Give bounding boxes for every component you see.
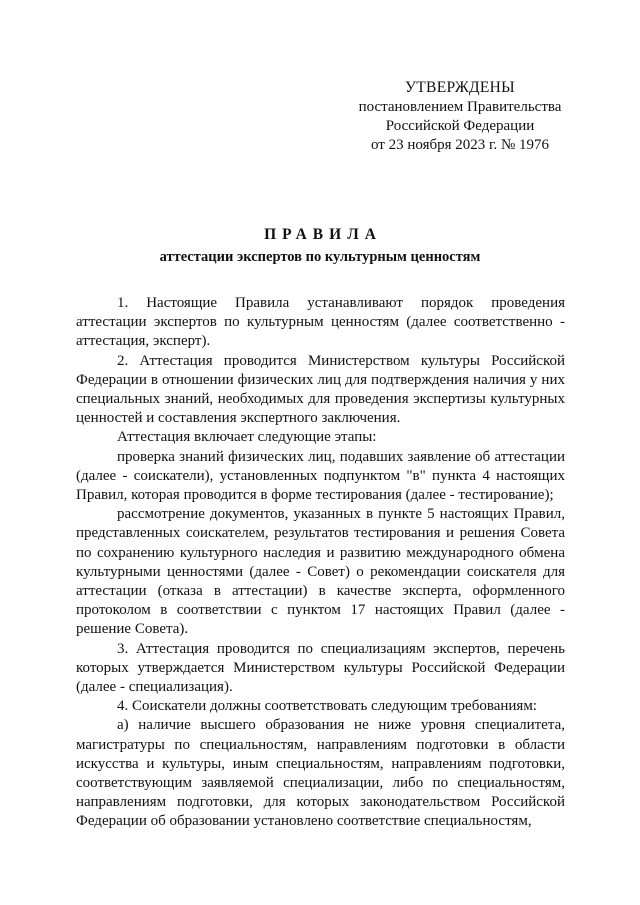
paragraph-4a: а) наличие высшего образования не ниже уровня специалитета, магистратуры по специальностям, направлениям подготовки в области искусства и культуры, иным специальностям, направлениям подготовки, соответствующим заявляемой специализации, либо по специальностям, направлениям подготовки, для которых законодательством Российской Федерации об образовании установлено соответствие специальностям,: [76, 717, 565, 830]
paragraph-stage-review: рассмотрение документов, указанных в пункте 5 настоящих Правил, представленных соискателем, результатов тестирования и решения Совета по сохранению культурного наследия и развитию международного обмена культурными ценностями (далее - Совет) о рекомендации соискателя для аттестации (отказа в аттестации) в качестве эксперта, оформленного протоколом в соответствии с пунктом 17 настоящих Правил (далее - решение Совета).: [76, 506, 565, 638]
paragraph-2: 2. Аттестация проводится Министерством культуры Российской Федерации в отношении физических лиц для подтверждения наличия у них специальных знаний, необходимых для проведения экспертизы культурных ценностей и составления экспертного заключения.: [76, 352, 565, 427]
paragraph-3: 3. Аттестация проводится по специализациям экспертов, перечень которых утверждается Министерством культуры Российской Федерации (далее - специализация).: [76, 640, 565, 696]
document-title: ПРАВИЛА: [264, 226, 382, 243]
document-body: [76, 294, 565, 832]
approval-line-date: от 23 ноября 2023 г. № 1976: [370, 137, 550, 153]
approval-line-resolution: постановлением Правительства: [358, 99, 562, 115]
paragraph-stage-testing: проверка знаний физических лиц, подавших заявление об аттестации (далее - соискатели), установленных подпунктом "в" пункта 4 настоящих Правил, которая проводится в форме тестирования (далее - тестирование);: [76, 448, 565, 504]
approval-heading: УТВЕРЖДЕНЫ: [405, 79, 515, 96]
approval-line-country: Российской Федерации: [385, 118, 535, 134]
document-subtitle: аттестации экспертов по культурным ценностям: [159, 249, 481, 265]
paragraph-stages-intro: Аттестация включает следующие этапы:: [117, 429, 377, 446]
paragraph-1: 1. Настоящие Правила устанавливают порядок проведения аттестации экспертов по культурным ценностям (далее соответственно - аттестация, эксперт).: [76, 295, 565, 350]
paragraph-4: 4. Соискатели должны соответствовать следующим требованиям:: [117, 698, 537, 715]
